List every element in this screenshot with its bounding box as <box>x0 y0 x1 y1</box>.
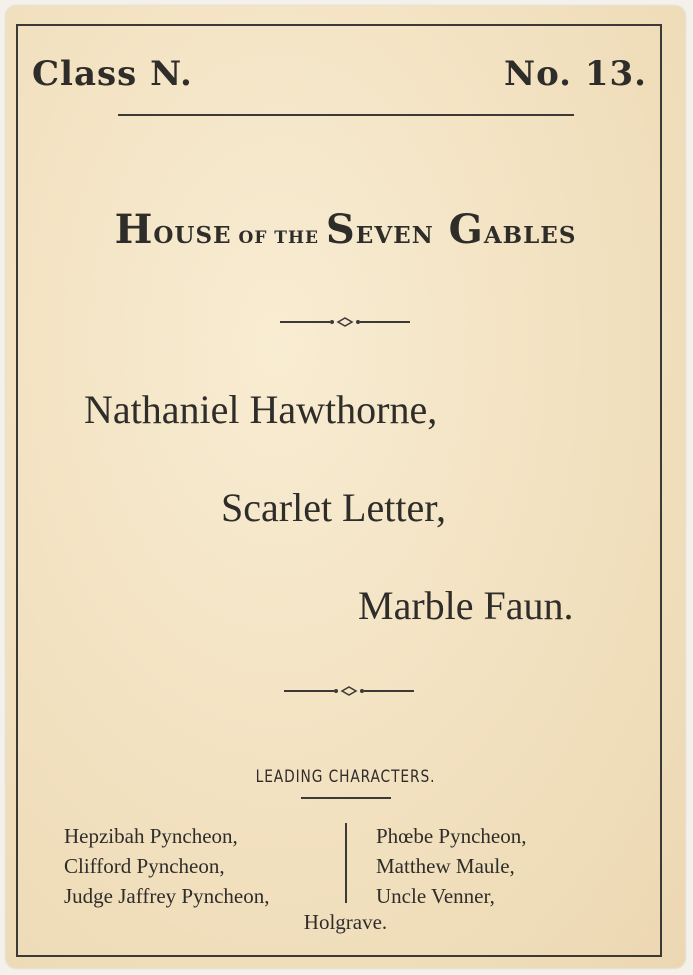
ornament-divider-bottom <box>284 685 414 697</box>
game-card <box>6 6 685 968</box>
title-part: ABLES <box>483 222 577 249</box>
character-name: Phœbe Pyncheon, <box>376 824 527 848</box>
column-separator <box>345 823 347 903</box>
ornament-divider-top <box>280 316 410 328</box>
characters-right-column <box>376 821 527 911</box>
header-rule <box>118 114 574 116</box>
heading-underline <box>301 797 391 799</box>
character-name: Uncle Venner, <box>376 884 495 908</box>
title-part: OUSE <box>153 222 232 249</box>
character-name: Matthew Maule, <box>376 854 515 878</box>
character-name-final: Holgrave. <box>303 910 388 934</box>
title-part: OF THE <box>231 228 326 248</box>
character-name: Hepzibah Pyncheon, <box>64 824 238 848</box>
work-title-2: Marble Faun. <box>358 583 574 628</box>
work-title-1: Scarlet Letter, <box>221 485 446 530</box>
title-part: S <box>325 206 356 253</box>
card-number: No. 13. <box>504 54 647 94</box>
title-part: EVEN <box>355 222 434 249</box>
character-name: Clifford Pyncheon, <box>64 854 225 878</box>
title-part: G <box>433 206 484 253</box>
character-name: Judge Jaffrey Pyncheon, <box>64 884 270 908</box>
class-label: Class N. <box>32 54 193 94</box>
title-part: H <box>114 206 154 253</box>
leading-characters-heading: LEADING CHARACTERS. <box>255 767 436 787</box>
characters-left-column <box>64 821 269 911</box>
author-name: Nathaniel Hawthorne, <box>84 387 438 432</box>
card-title <box>6 206 685 253</box>
